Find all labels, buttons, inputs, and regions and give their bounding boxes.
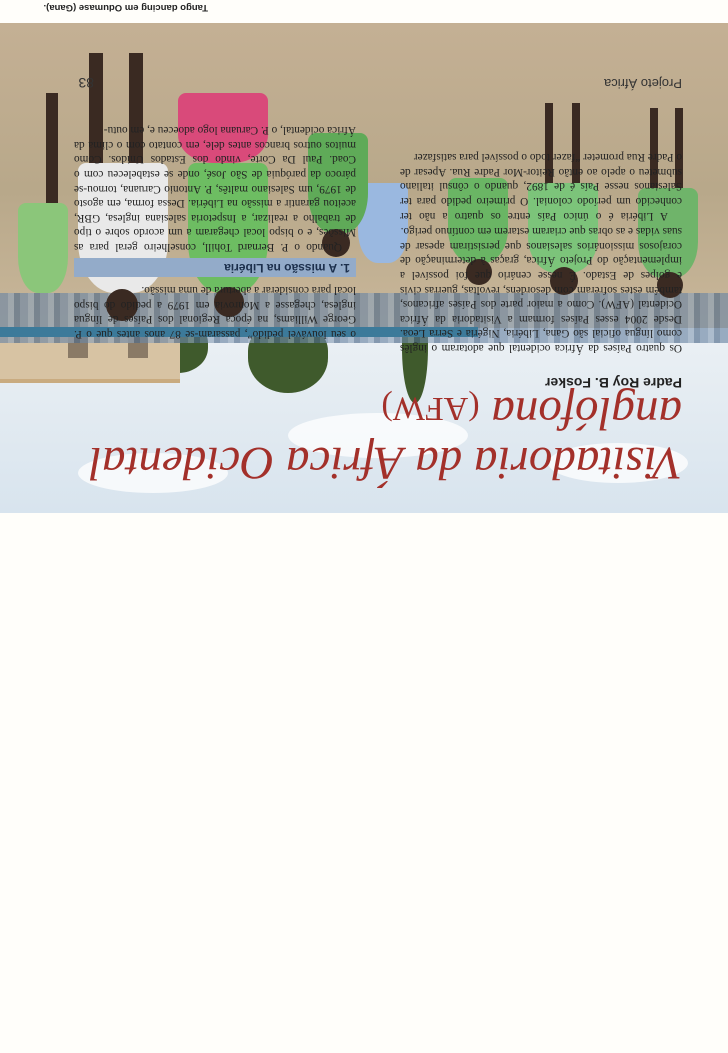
paragraph: Quando o P. Bernard Tohill, conselheiro geral para as Missões, e o bispo local chegaram a um acordo sobre o tipo de trabalho a realizar, a Inspetoria salesiana inglesa, GBR, aceitou garantir a missão na Libéria. Dessa forma, em agosto de 1979, um Salesiano maltês, P. Antonio Caruana, tornou-se pároco da paróquia de São José, onde se estabeleceu com o Coad. Paul Da Corte, vindo dos Estados Unidos. Como muitos outros brancos antes dele, em contato com o clima da África ocidental, o P. Caruana logo adoeceu e, em outu- — [74, 124, 356, 254]
section-heading: 1. A missão na Libéria — [74, 258, 356, 277]
article-author: Padre Roy B. Fosker — [545, 375, 682, 391]
article-title-text: Visitadoria da África Ocidental anglófona — [88, 387, 682, 489]
running-title: Projeto África — [603, 76, 682, 91]
dancer — [18, 203, 68, 293]
dancer-leg — [46, 93, 58, 203]
article-title-suffix: (AFW) — [381, 390, 480, 427]
page-number: 83 — [78, 75, 94, 91]
photo-caption: Tango dancing em Odumase (Gana). — [43, 2, 208, 13]
paragraph: Os quatro Países da África ocidental que adotaram o inglês como língua oficial são Gana, Libéria, Nigéria e Serra Leoa. Desde 2004 esses Países formam a Visitadoria da África Ocidental (AFW). Como a maior parte dos Países africanos, também estes sofreram com desordens, revoltas, guerras civis e golpes de Estado. É nesse cenário que foi possível a implementação do Projeto África, graças à determinação de corajosos missionários salesianos que persistiram apesar de suas vidas e as obras que criaram estarem em contínuo perigo. — [400, 225, 682, 354]
left-column — [400, 149, 682, 355]
article-title — [42, 383, 682, 488]
paragraph: o seu louvável pedido”, passaram-se 87 anos antes que o P. George Williams, na época Regional dos Países de língua inglesa, chegasse a Monrovia em 1979 a pedido do bispo local para considerar a abertura de uma missão. — [74, 284, 356, 340]
paragraph: A Libéria é o único País entre os quatro a não ter conhecido um período colonial. O primeiro pedido para ter Salesianos nesse País é de 1892, quando o cônsul italiano submeteu o apelo ao então Reitor-Mor Padre Rua. Apesar de o Padre Rua prometer “fazer todo o possível para satisfazer — [400, 151, 682, 222]
right-column — [74, 122, 356, 341]
